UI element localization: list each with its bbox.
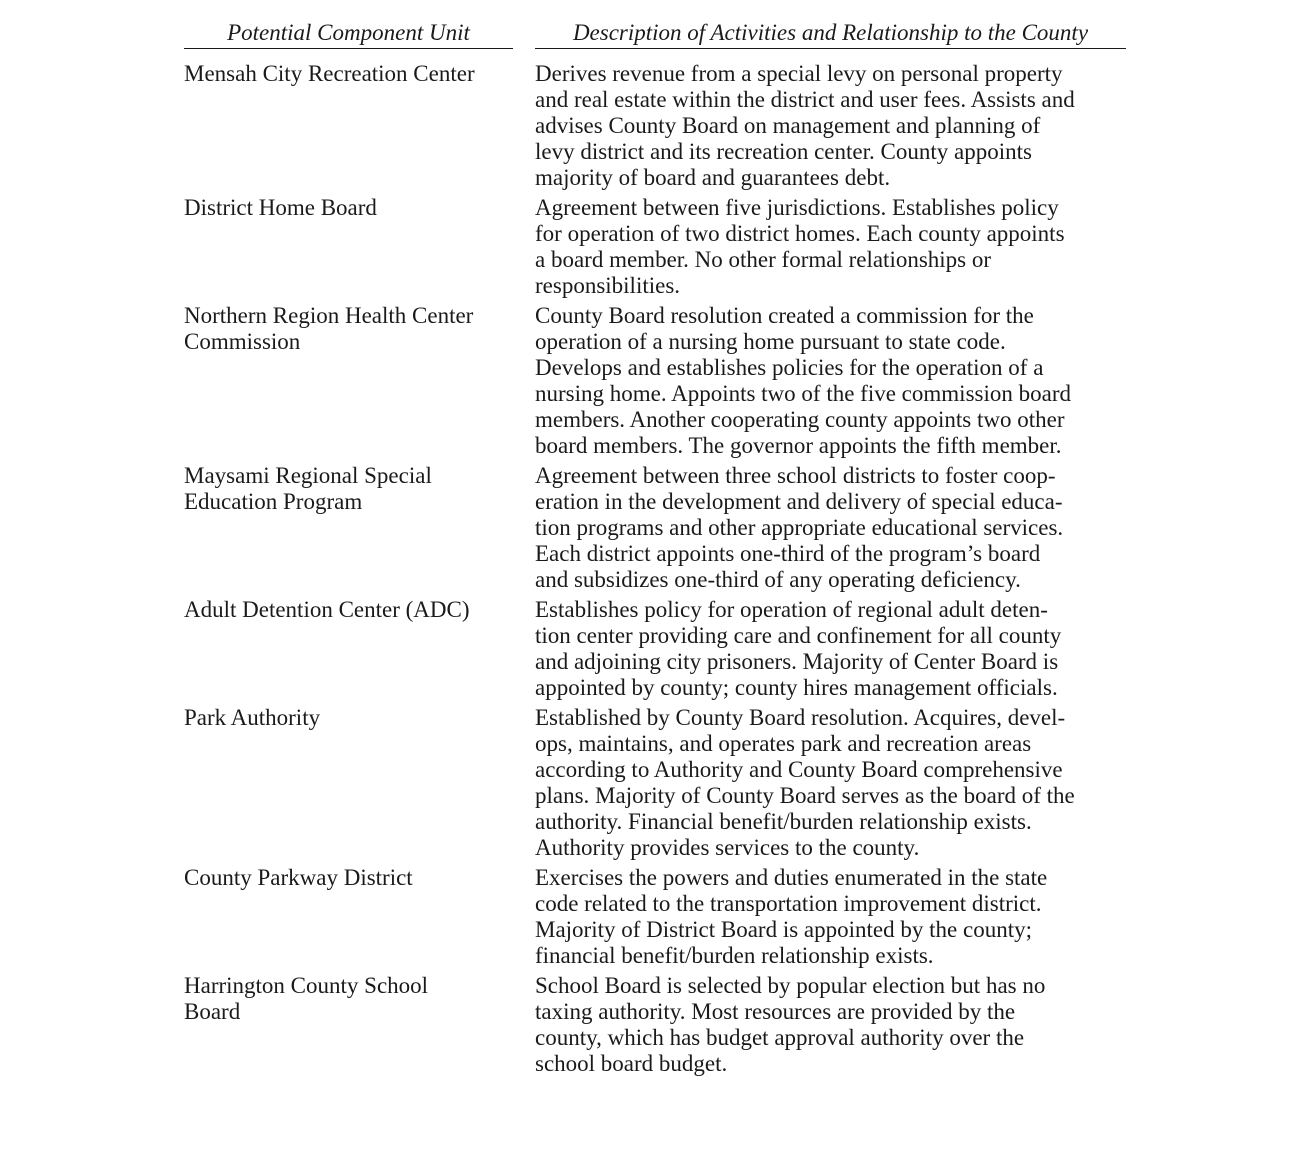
- unit-description: Established by County Board resolution. Acquires, devel- ops, maintains, and operates park and recreation areas according to Authority and County Board comprehensive plans. Majority of County Board serves as the board of the authority. Financial benefit/burden relationship exists. Authority provides services to the county.: [535, 705, 1075, 860]
- unit-description: Agreement between three school districts to foster coop- eration in the development and delivery of special educa- tion programs and other appropriate educational services. Each district appoints one-third of the program’s board and subsidizes one-third of any operating deficiency.: [535, 463, 1064, 592]
- unit-name: County Parkway District: [184, 865, 413, 890]
- table-row: [184, 303, 1126, 459]
- header-description: Description of Activities and Relationship to the County: [535, 18, 1126, 49]
- unit-description: Agreement between five jurisdictions. Establishes policy for operation of two district homes. Each county appoints a board member. No other formal relationships or responsibilities.: [535, 195, 1065, 298]
- table-row: [184, 597, 1126, 701]
- unit-name: Northern Region Health Center Commission: [184, 303, 474, 354]
- component-unit-table: [184, 18, 1126, 1081]
- table-body: [184, 61, 1126, 1081]
- table-row: [184, 195, 1126, 299]
- unit-name: District Home Board: [184, 195, 377, 220]
- unit-name: Park Authority: [184, 705, 321, 730]
- unit-name: Maysami Regional Special Education Program: [184, 463, 432, 514]
- table-row: [184, 705, 1126, 861]
- header-potential-component-unit: Potential Component Unit: [184, 18, 513, 49]
- unit-description: School Board is selected by popular election but has no taxing authority. Most resources are provided by the county, which has budget approval authority over the school board budget.: [535, 973, 1046, 1076]
- unit-description: County Board resolution created a commission for the operation of a nursing home pursuant to state code. Develops and establishes policies for the operation of a nursing home. Appoints two of the five commission board members. Another cooperating county appoints two other board members. The governor appoints the fifth member.: [535, 303, 1071, 458]
- unit-description: Exercises the powers and duties enumerated in the state code related to the transportation improvement district. Majority of District Board is appointed by the county; financial benefit/burden relationship exists.: [535, 865, 1048, 968]
- table-row: [184, 463, 1126, 593]
- unit-description: Establishes policy for operation of regional adult deten- tion center providing care and confinement for all county and adjoining city prisoners. Majority of Center Board is appointed by county; county hires management officials.: [535, 597, 1062, 700]
- unit-name: Mensah City Recreation Center: [184, 61, 475, 86]
- unit-name: Adult Detention Center (ADC): [184, 597, 470, 622]
- table-header: [184, 18, 1126, 49]
- table-row: [184, 973, 1126, 1077]
- table-row: [184, 61, 1126, 191]
- table-row: [184, 865, 1126, 969]
- unit-name: Harrington County School Board: [184, 973, 429, 1024]
- unit-description: Derives revenue from a special levy on personal property and real estate within the district and user fees. Assists and advises County Board on management and planning of levy district and its recreation center. County appoints majority of board and guarantees debt.: [535, 61, 1075, 190]
